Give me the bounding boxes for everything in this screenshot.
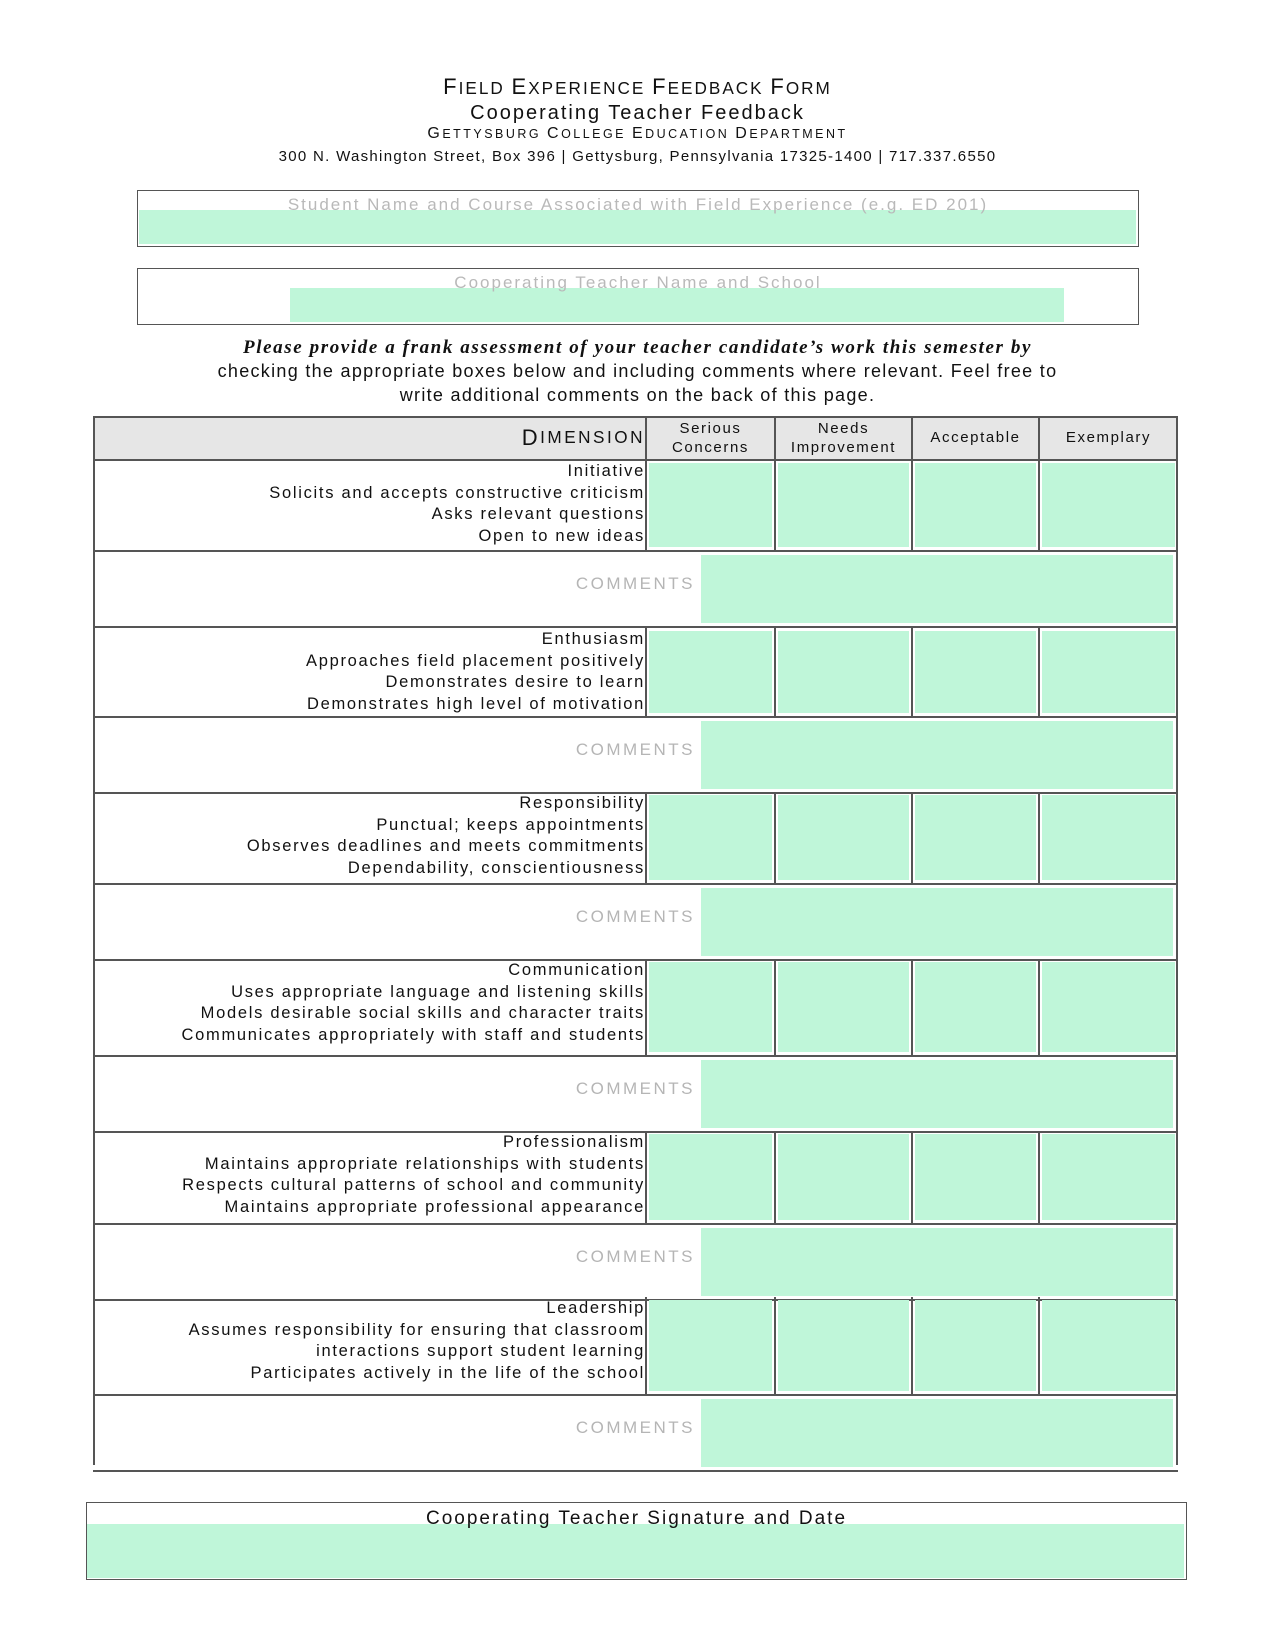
row-border [93, 716, 1178, 718]
dimension-criterion: Approaches field placement positively [306, 651, 645, 670]
teacher-field-box [137, 268, 1139, 325]
dimension-professionalism [93, 1132, 645, 1218]
rating-column-divider [911, 460, 913, 550]
rating-column-divider [1038, 460, 1040, 550]
rating-column-divider [774, 460, 776, 550]
rating-column-divider [645, 628, 647, 716]
rating-checkbox-responsibility-acceptable[interactable] [915, 795, 1036, 880]
department-name: GETTYSBURG COLLEGE EDUCATION DEPARTMENT [427, 125, 848, 142]
dimension-criterion: Communicates appropriately with staff and students [181, 1025, 645, 1044]
row-border [93, 883, 1178, 885]
comments-input-responsibility[interactable] [701, 888, 1173, 956]
dimension-criterion: Uses appropriate language and listening skills [231, 982, 645, 1001]
rating-checkbox-communication-exemplary[interactable] [1042, 962, 1175, 1052]
instructions-line-3: write additional comments on the back of this page. [399, 385, 876, 405]
column-header-acceptable: Acceptable [930, 429, 1021, 446]
rating-column-divider [645, 460, 647, 550]
row-border [93, 1394, 1178, 1396]
comments-input-communication[interactable] [701, 1060, 1173, 1128]
instructions-line-2: checking the appropriate boxes below and including comments where relevant. Feel free to [217, 361, 1058, 381]
dimension-criterion: Models desirable social skills and character traits [200, 1004, 645, 1022]
signature-field-box [86, 1502, 1187, 1580]
dimension-criterion: Punctual; keeps appointments [376, 815, 645, 834]
department-address: 300 N. Washington Street, Box 396 | Gettysburg, Pennsylvania 17325-1400 | 717.337.6550 [278, 148, 997, 165]
dimension-criterion: interactions support student learning [316, 1342, 645, 1360]
rating-column-divider [911, 1297, 913, 1394]
dimension-leadership [93, 1298, 645, 1384]
rating-checkbox-enthusiasm-needs-improvement[interactable] [778, 631, 909, 713]
rating-column-divider [774, 1131, 776, 1223]
signature-input[interactable] [87, 1524, 1184, 1578]
rating-checkbox-responsibility-serious-concerns[interactable] [649, 795, 772, 880]
dimension-criterion: Assumes responsibility for ensuring that classroom [188, 1320, 645, 1339]
signature-field-label: Cooperating Teacher Signature and Date [425, 1508, 848, 1529]
row-border [93, 626, 1178, 628]
rating-checkbox-professionalism-serious-concerns[interactable] [649, 1134, 772, 1220]
dimension-communication [93, 960, 645, 1046]
row-border [93, 1470, 1178, 1472]
rating-column-divider [645, 1131, 647, 1223]
student-field-box [137, 190, 1139, 247]
rating-checkbox-enthusiasm-exemplary[interactable] [1042, 631, 1175, 713]
rating-column-divider [911, 792, 913, 883]
dimension-criterion: Observes deadlines and meets commitments [246, 837, 645, 855]
rating-column-divider [774, 959, 776, 1055]
rating-checkbox-leadership-exemplary[interactable] [1042, 1300, 1175, 1391]
dimension-criterion: Open to new ideas [478, 526, 645, 545]
comments-input-leadership[interactable] [701, 1399, 1173, 1467]
rating-column-divider [774, 792, 776, 883]
dimension-criterion: Dependability, conscientiousness [347, 858, 645, 877]
comments-input-enthusiasm[interactable] [701, 721, 1173, 789]
rating-checkbox-enthusiasm-serious-concerns[interactable] [649, 631, 772, 713]
dimension-title: Professionalism [503, 1133, 645, 1151]
student-name-input[interactable] [139, 210, 1136, 244]
dimension-criterion: Solicits and accepts constructive criticism [269, 483, 645, 502]
dimension-title: Enthusiasm [541, 630, 645, 648]
form-title: FIELD EXPERIENCE FEEDBACK FORM [443, 74, 832, 99]
dimension-title: Communication [508, 961, 645, 979]
rating-checkbox-initiative-exemplary[interactable] [1042, 463, 1175, 547]
rating-checkbox-professionalism-acceptable[interactable] [915, 1134, 1036, 1220]
header-column-divider [911, 416, 913, 460]
rating-column-divider [911, 628, 913, 716]
dimension-criterion: Respects cultural patterns of school and community [182, 1176, 645, 1194]
rating-column-divider [1038, 628, 1040, 716]
comments-label: COMMENTS [575, 907, 695, 926]
dimension-responsibility [93, 793, 645, 879]
header-column-divider [1038, 416, 1040, 460]
column-header-exemplary: Exemplary [1065, 429, 1152, 446]
header-column-divider [774, 416, 776, 460]
form-subtitle: Cooperating Teacher Feedback [470, 102, 805, 124]
column-header-serious-concerns: Serious Concerns [672, 419, 749, 456]
teacher-name-input[interactable] [290, 288, 1064, 322]
rating-column-divider [911, 1131, 913, 1223]
dimension-criterion: Maintains appropriate professional appearance [224, 1197, 645, 1216]
dimension-title: Leadership [546, 1299, 645, 1317]
rating-checkbox-professionalism-exemplary[interactable] [1042, 1134, 1175, 1220]
rating-checkbox-communication-acceptable[interactable] [915, 962, 1036, 1052]
rating-column-divider [774, 1297, 776, 1394]
rating-column-divider [1038, 792, 1040, 883]
dimension-criterion: Asks relevant questions [431, 505, 645, 523]
column-header-needs-improvement: Needs Improvement [790, 419, 897, 456]
dimension-title: Initiative [567, 462, 645, 480]
row-border [93, 550, 1178, 552]
dimension-title: Responsibility [519, 794, 645, 812]
rating-checkbox-responsibility-needs-improvement[interactable] [778, 795, 909, 880]
assessment-table [93, 416, 1178, 1465]
rating-column-divider [1038, 1297, 1040, 1394]
instructions-line-1: Please provide a frank assessment of your teacher candidate’s work this semester by [243, 337, 1032, 358]
rating-column-divider [911, 959, 913, 1055]
rating-checkbox-responsibility-exemplary[interactable] [1042, 795, 1175, 880]
rating-checkbox-initiative-needs-improvement[interactable] [778, 463, 909, 547]
rating-column-divider [645, 959, 647, 1055]
comments-label: COMMENTS [575, 1247, 695, 1266]
table-right-border [1176, 416, 1178, 1465]
student-field-label: Student Name and Course Associated with Field Experience (e.g. ED 201) [287, 195, 989, 214]
rating-column-divider [1038, 959, 1040, 1055]
dimension-criterion: Demonstrates desire to learn [385, 673, 645, 691]
rating-checkbox-initiative-serious-concerns[interactable] [649, 463, 772, 547]
rating-checkbox-leadership-needs-improvement[interactable] [778, 1300, 909, 1391]
comments-label: COMMENTS [575, 740, 695, 759]
comments-label: COMMENTS [575, 1079, 695, 1098]
comments-label: COMMENTS [575, 1418, 695, 1437]
comments-label: COMMENTS [575, 574, 695, 593]
dimension-initiative [93, 461, 645, 547]
dimension-criterion: Participates actively in the life of the school [250, 1363, 645, 1382]
instructions [130, 336, 1145, 407]
comments-input-initiative[interactable] [701, 555, 1173, 623]
rating-checkbox-leadership-acceptable[interactable] [915, 1300, 1036, 1391]
rating-column-divider [774, 628, 776, 716]
dimension-enthusiasm [93, 629, 645, 715]
row-border [93, 1055, 1178, 1057]
row-border [93, 1223, 1178, 1225]
table-top-border [93, 416, 1178, 418]
rating-checkbox-professionalism-needs-improvement[interactable] [778, 1134, 909, 1220]
rating-column-divider [645, 1297, 647, 1394]
teacher-field-label: Cooperating Teacher Name and School [454, 273, 822, 292]
rating-column-divider [1038, 1131, 1040, 1223]
header-column-divider [645, 416, 647, 460]
dimension-criterion: Demonstrates high level of motivation [306, 694, 645, 713]
rating-column-divider [645, 792, 647, 883]
rating-checkbox-communication-serious-concerns[interactable] [649, 962, 772, 1052]
dimension-criterion: Maintains appropriate relationships with students [204, 1154, 645, 1173]
rating-checkbox-communication-needs-improvement[interactable] [778, 962, 909, 1052]
comments-input-professionalism[interactable] [701, 1228, 1173, 1296]
dimension-column-header: D IMENSION [521, 424, 645, 450]
rating-checkbox-leadership-serious-concerns[interactable] [649, 1300, 772, 1391]
rating-checkbox-initiative-acceptable[interactable] [915, 463, 1036, 547]
rating-checkbox-enthusiasm-acceptable[interactable] [915, 631, 1036, 713]
